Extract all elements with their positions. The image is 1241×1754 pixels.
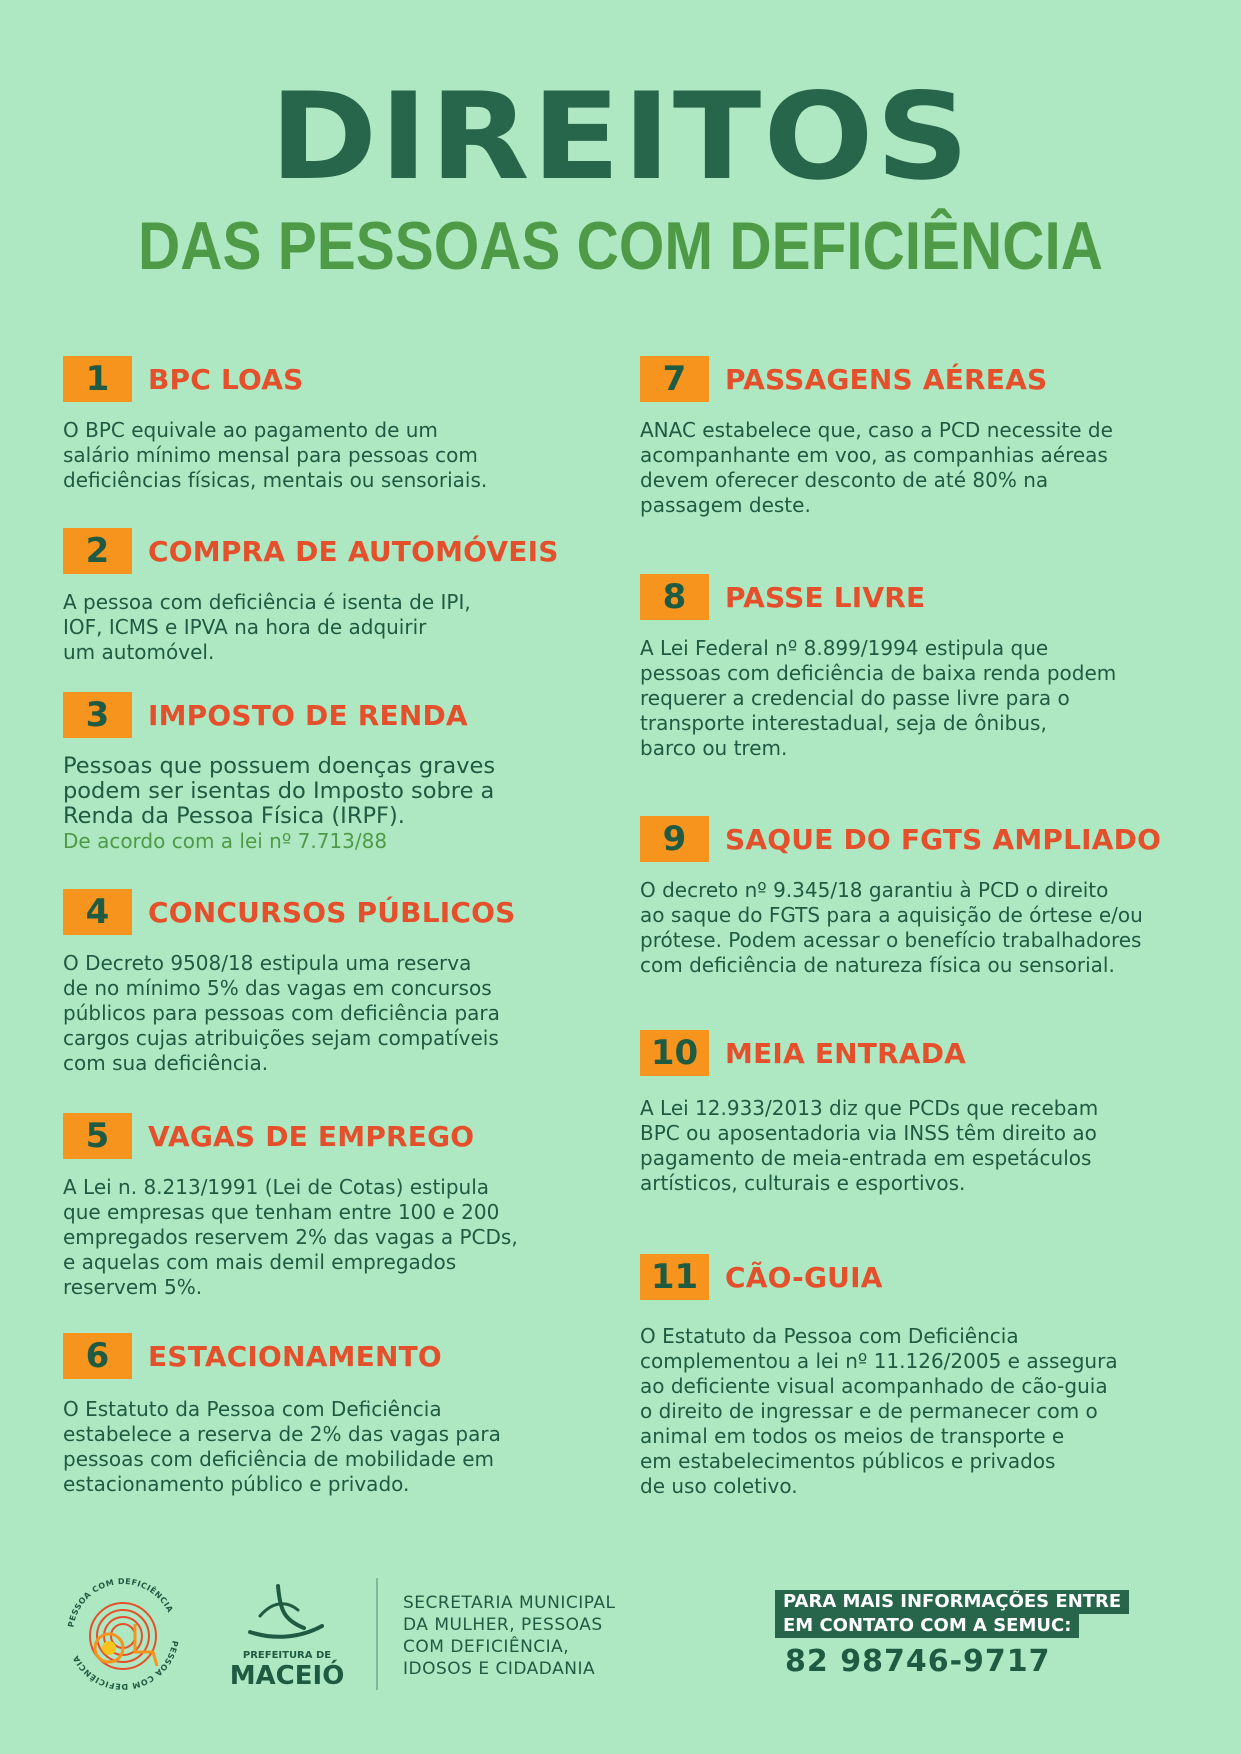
contact-line: PARA MAIS INFORMAÇÕES ENTRE <box>775 1590 1129 1614</box>
item-number-badge: 9 <box>640 816 709 862</box>
item-description: O Estatuto da Pessoa com Deficiência complementou a lei nº 11.126/2005 e assegura ao deficiente visual acompanhado de cão-guia o direito de ingressar e de permanecer com o animal em todos os meios de transporte e em estabelecimentos públicos e privados de uso coletivo. <box>640 1324 1118 1498</box>
item-number-badge: 11 <box>640 1254 709 1300</box>
item-number-badge: 7 <box>640 356 709 402</box>
item-number-badge: 3 <box>63 692 132 738</box>
item-number-badge: 4 <box>63 889 132 935</box>
item-title: SAQUE DO FGTS AMPLIADO <box>725 823 1162 856</box>
item-number-badge: 6 <box>63 1333 132 1379</box>
item-description: ANAC estabelece que, caso a PCD necessite de acompanhante em voo, as companhias aéreas devem oferecer desconto de até 80% na passagem deste. <box>640 418 1113 517</box>
right-item-3 <box>63 692 583 854</box>
right-item-11 <box>640 1254 1200 1499</box>
page-subtitle: DAS PESSOAS COM DEFICIÊNCIA <box>137 208 1104 284</box>
item-title: CONCURSOS PÚBLICOS <box>148 896 516 929</box>
right-item-2 <box>63 528 583 665</box>
item-title: VAGAS DE EMPREGO <box>148 1120 475 1153</box>
item-number-badge: 1 <box>63 356 132 402</box>
right-item-7 <box>640 356 1200 518</box>
item-description: A Lei 12.933/2013 diz que PCDs que recebam BPC ou aposentadoria via INSS têm direito ao pagamento de meia-entrada em espetáculos artísticos, culturais e esportivos. <box>640 1096 1099 1195</box>
item-title: COMPRA DE AUTOMÓVEIS <box>148 535 559 568</box>
right-item-1 <box>63 356 583 493</box>
item-description: A Lei Federal nº 8.899/1994 estipula que pessoas com deficiência de baixa renda podem requerer a credencial do passe livre para o transporte interestadual, seja de ônibus, barco ou trem. <box>640 636 1117 760</box>
page-title: DIREITOS <box>269 68 972 207</box>
secretaria-name: SECRETARIA MUNICIPAL DA MULHER, PESSOAS COM DEFICIÊNCIA, IDOSOS E CIDADANIA <box>403 1593 616 1679</box>
pcd-logo-icon <box>63 1574 183 1694</box>
right-item-5 <box>63 1113 583 1300</box>
law-note: De acordo com a lei nº 7.713/88 <box>63 829 388 853</box>
item-title: BPC LOAS <box>148 363 304 396</box>
item-number-badge: 10 <box>640 1030 709 1076</box>
item-title: IMPOSTO DE RENDA <box>148 699 468 732</box>
contact-line: EM CONTATO COM A SEMUC: <box>775 1614 1079 1638</box>
footer-divider <box>376 1578 378 1690</box>
item-number-badge: 5 <box>63 1113 132 1159</box>
right-item-10 <box>640 1030 1200 1196</box>
item-title: CÃO-GUIA <box>725 1261 883 1294</box>
item-description: A pessoa com deficiência é isenta de IPI, IOF, ICMS e IPVA na hora de adquirir um automóvel. <box>63 590 471 664</box>
svg-text:MACEIÓ: MACEIÓ <box>229 1661 345 1690</box>
right-item-4 <box>63 889 583 1076</box>
svg-text:PESSOA COM DEFICIÊNCIA: PESSOA COM DEFICIÊNCIA <box>66 1576 175 1629</box>
right-item-8 <box>640 574 1200 761</box>
item-description: Pessoas que possuem doenças graves podem ser isentas do Imposto sobre a Renda da Pessoa Física (IRPF). De acordo com a lei nº 7.713/88 <box>63 754 583 854</box>
item-description: O decreto nº 9.345/18 garantiu à PCD o direito ao saque do FGTS para a aquisição de órtese e/ou prótese. Podem acessar o benefício trabalhadores com deficiência de natureza física ou sensorial. <box>640 878 1143 977</box>
item-title: MEIA ENTRADA <box>725 1037 967 1070</box>
right-item-9 <box>640 816 1200 978</box>
item-title: ESTACIONAMENTO <box>148 1340 442 1373</box>
item-title: PASSE LIVRE <box>725 581 926 614</box>
item-description: O Estatuto da Pessoa com Deficiência estabelece a reserva de 2% das vagas para pessoas com deficiência de mobilidade em estacionamento público e privado. <box>63 1397 501 1496</box>
svg-text:PREFEITURA DE: PREFEITURA DE <box>242 1650 332 1661</box>
item-number-badge: 2 <box>63 528 132 574</box>
item-title: PASSAGENS AÉREAS <box>725 363 1048 396</box>
item-description: O BPC equivale ao pagamento de um salário mínimo mensal para pessoas com deficiências físicas, mentais ou sensoriais. <box>63 418 488 492</box>
svg-text:PESSOA COM DEFICIÊNCIA: PESSOA COM DEFICIÊNCIA <box>71 1639 180 1692</box>
contact-phone: 82 98746-9717 <box>785 1644 1051 1679</box>
contact-block <box>775 1590 1129 1679</box>
prefeitura-maceio-logo-icon <box>220 1580 355 1690</box>
right-item-6 <box>63 1333 583 1497</box>
item-description: A Lei n. 8.213/1991 (Lei de Cotas) estipula que empresas que tenham entre 100 e 200 empregados reservem 2% das vagas a PCDs, e aquelas com mais demil empregados reservem 5%. <box>63 1175 518 1299</box>
item-number-badge: 8 <box>640 574 709 620</box>
item-description: O Decreto 9508/18 estipula uma reserva de no mínimo 5% das vagas em concursos públicos para pessoas com deficiência para cargos cujas atribuições sejam compatíveis com sua deficiência. <box>63 951 500 1075</box>
